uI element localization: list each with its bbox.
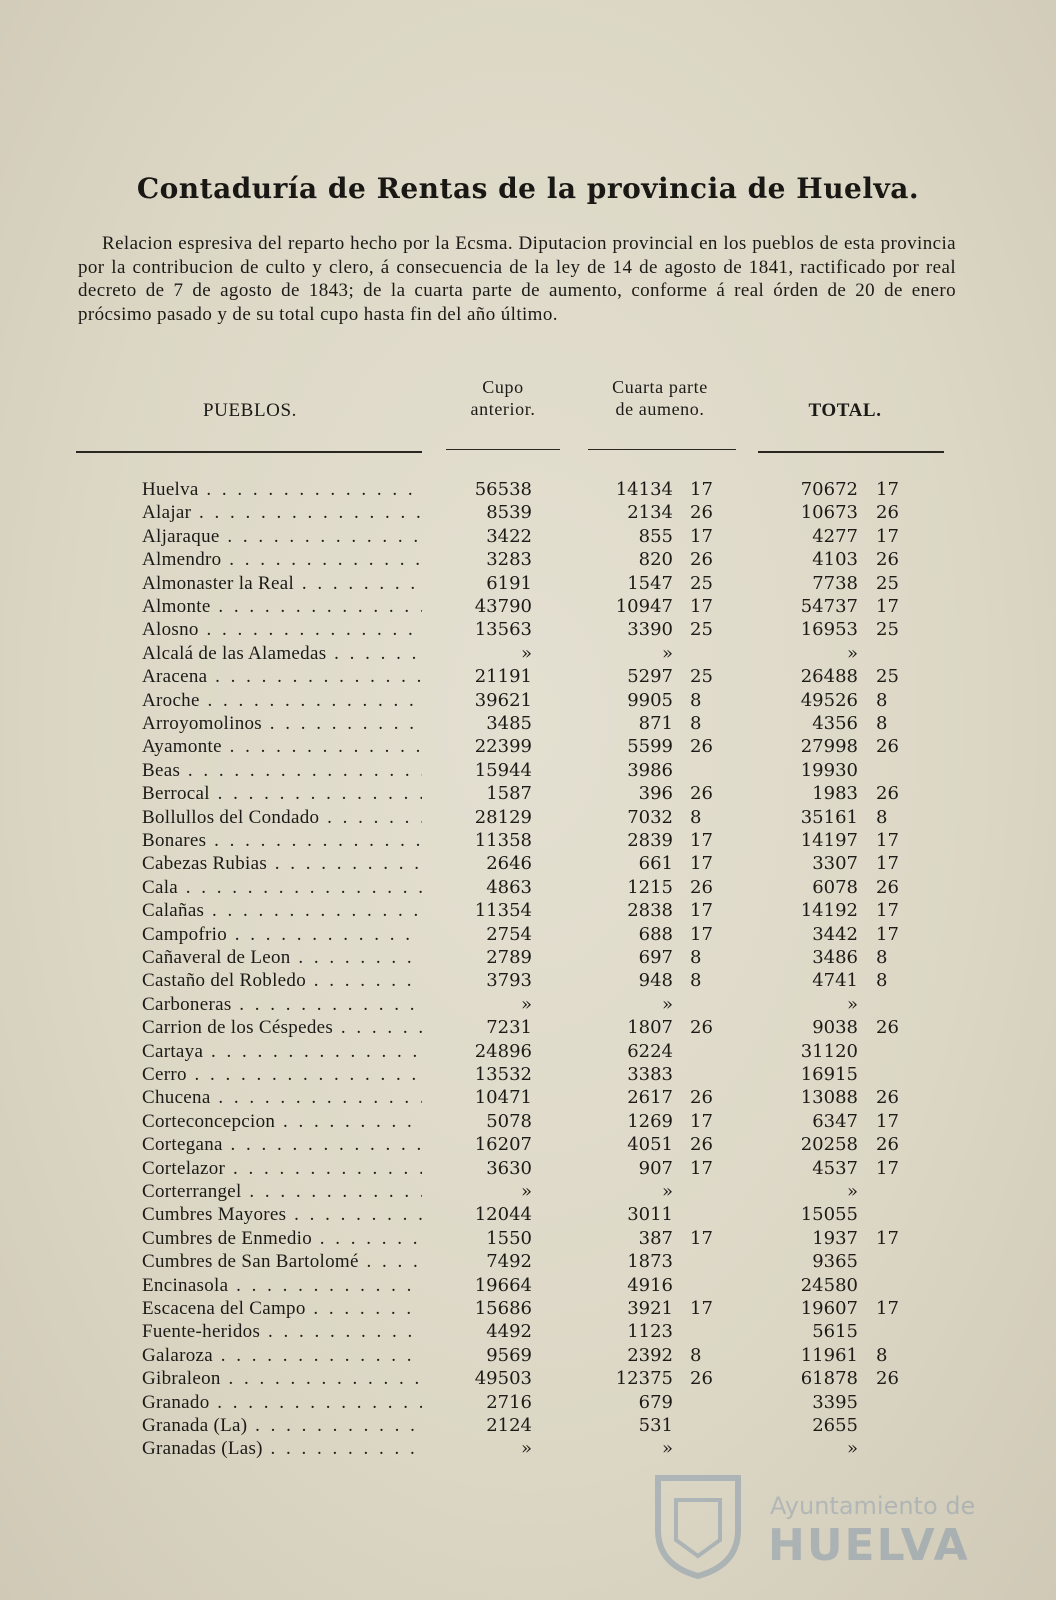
table-row [0, 1274, 1056, 1298]
total-fraction: 17 [876, 853, 899, 875]
total-value: 3307 [812, 853, 858, 875]
table-row [0, 525, 1056, 549]
pueblo-name: Aroche . . . [142, 689, 422, 713]
pueblo-name: Calañas . . . [142, 899, 422, 923]
table-row [0, 759, 1056, 783]
cupo-anterior-value: 4863 [486, 876, 532, 898]
total-fraction: 17 [876, 1298, 899, 1319]
header-rule-pueblos [76, 451, 422, 453]
cuarta-parte-value: 907 [638, 1157, 673, 1179]
cupo-anterior-value: 6191 [486, 572, 532, 594]
total-value: 2655 [812, 1415, 858, 1436]
total-fraction: 26 [876, 783, 899, 805]
total-value: 6078 [812, 876, 858, 898]
pueblo-name: Bollullos del Condado . . . [142, 806, 422, 830]
cupo-anterior-value: 13532 [474, 1064, 532, 1085]
cuarta-parte-value: 12375 [615, 1368, 673, 1390]
cuarta-parte-value: 688 [638, 923, 673, 945]
cuarta-parte-fraction: 17 [690, 853, 713, 875]
pueblo-name: Escacena del Campo . . . [142, 1297, 422, 1321]
cuarta-parte-value: » [661, 642, 673, 664]
cupo-anterior-value: 2754 [486, 923, 532, 945]
pueblo-name: Encinasola . . . [142, 1274, 422, 1298]
total-fraction: 8 [876, 1344, 888, 1366]
cuarta-parte-fraction: 26 [690, 549, 713, 571]
table-row [0, 478, 1056, 502]
cuarta-parte-fraction: 26 [690, 1017, 713, 1039]
header-cupo-line2: anterior. [470, 399, 536, 419]
table-row [0, 1414, 1056, 1438]
cuarta-parte-value: 7032 [627, 806, 673, 828]
cupo-anterior-value: 15686 [474, 1298, 532, 1319]
pueblo-name: Granada (La) . . . [142, 1414, 422, 1438]
total-fraction: 26 [876, 549, 899, 571]
cupo-anterior-value: » [520, 993, 532, 1015]
total-value: » [846, 993, 858, 1015]
table-row [0, 1086, 1056, 1110]
document-title: Contaduría de Rentas de la provincia de Huelva. [136, 172, 920, 205]
cupo-anterior-value: 28129 [474, 806, 532, 828]
header-cupo-line1: Cupo [482, 377, 524, 397]
cuarta-parte-value: » [661, 1181, 673, 1202]
cupo-anterior-value: » [520, 1181, 532, 1202]
cuarta-parte-value: 396 [638, 783, 673, 805]
table-row [0, 1250, 1056, 1274]
total-value: 3395 [812, 1391, 858, 1413]
cupo-anterior-value: 15944 [474, 759, 532, 781]
table-row [0, 665, 1056, 689]
pueblo-name: Alajar . . . [142, 501, 422, 525]
cuarta-parte-value: 3921 [627, 1298, 673, 1319]
total-value: » [846, 1438, 858, 1460]
total-fraction: 26 [876, 1017, 899, 1039]
pueblo-name: Cumbres Mayores . . . [142, 1203, 422, 1227]
total-value: 11961 [800, 1344, 858, 1366]
cuarta-parte-value: 4916 [627, 1274, 673, 1296]
cuarta-parte-fraction: 17 [690, 1227, 713, 1249]
cupo-anterior-value: 43790 [474, 596, 532, 617]
pueblo-name: Cortegana . . . [142, 1133, 422, 1157]
cuarta-parte-fraction: 17 [690, 1157, 713, 1179]
pueblo-name: Castaño del Robledo . . . [142, 969, 422, 993]
header-rule-cuarta [588, 449, 736, 450]
total-fraction: 8 [876, 947, 888, 968]
cupo-anterior-value: 11354 [474, 900, 532, 922]
cuarta-parte-value: 5297 [627, 666, 673, 688]
total-fraction: 17 [876, 525, 899, 547]
pueblo-name: Cerro . . . [142, 1063, 422, 1087]
cupo-anterior-value: 56538 [474, 479, 532, 500]
cuarta-parte-fraction: 25 [690, 572, 713, 594]
cupo-anterior-value: 10471 [474, 1087, 532, 1109]
cuarta-parte-value: 1123 [627, 1321, 673, 1343]
header-cupo-anterior [448, 376, 558, 420]
cuarta-parte-fraction: 8 [690, 970, 702, 992]
table-row [0, 735, 1056, 759]
total-value: 35161 [800, 806, 858, 828]
total-value: 61878 [800, 1368, 858, 1390]
pueblo-name: Corterrangel . . . [142, 1180, 422, 1204]
total-fraction: 17 [876, 1110, 899, 1132]
cuarta-parte-value: 2838 [627, 900, 673, 922]
total-fraction: 17 [876, 1157, 899, 1179]
pueblo-name: Granado . . . [142, 1391, 422, 1415]
cuarta-parte-value: 1873 [627, 1251, 673, 1273]
total-fraction: 26 [876, 736, 899, 758]
pueblo-name: Almendro . . . [142, 548, 422, 572]
total-value: 10673 [800, 502, 858, 524]
header-total: TOTAL. [808, 400, 882, 421]
cuarta-parte-value: 661 [638, 853, 673, 875]
total-fraction: 17 [876, 479, 899, 500]
cupo-anterior-value: 5078 [486, 1110, 532, 1132]
table-row [0, 1367, 1056, 1391]
pueblo-name: Alosno . . . [142, 618, 422, 642]
header-cuarta-line1: Cuarta parte [612, 377, 708, 397]
cuarta-parte-fraction: 17 [690, 479, 713, 500]
total-value: 4277 [812, 525, 858, 547]
pueblo-name: Aljaraque . . . [142, 525, 422, 549]
cuarta-parte-fraction: 26 [690, 1134, 713, 1156]
pueblo-name: Cumbres de San Bartolomé . . . [142, 1250, 422, 1274]
pueblo-name: Aracena . . . [142, 665, 422, 689]
table-row [0, 618, 1056, 642]
ayuntamiento-watermark [650, 1470, 976, 1571]
table-row [0, 993, 1056, 1017]
cuarta-parte-fraction: 26 [690, 876, 713, 898]
cuarta-parte-fraction: 17 [690, 900, 713, 922]
total-value: 4103 [812, 549, 858, 571]
watermark-line2: HUELVA [768, 1520, 970, 1571]
cupo-anterior-value: 7231 [486, 1017, 532, 1039]
cuarta-parte-value: 2392 [627, 1344, 673, 1366]
total-value: 16953 [800, 619, 858, 641]
total-fraction: 17 [876, 923, 899, 945]
total-value: 19607 [800, 1298, 858, 1319]
intro-paragraph: Relacion espresiva del reparto hecho por la Ecsma. Diputacion provincial en los pueblos de esta provincia por la contribucion de culto y clero, á consecuencia de la ley de 14 de agosto de 1841, ractificado por real decreto de 7 de agosto de 1843; de la cuarta parte de aumento, conforme á real órden de 20 de enero prócsimo pasado y de su total cupo hasta fin del año último. [78, 233, 956, 325]
table-row [0, 1133, 1056, 1157]
pueblo-name: Campofrio . . . [142, 923, 422, 947]
cuarta-parte-value: 679 [638, 1391, 673, 1413]
total-value: 9038 [812, 1017, 858, 1039]
cupo-anterior-value: 2789 [486, 947, 532, 968]
total-value: » [846, 642, 858, 664]
total-fraction: 26 [876, 1368, 899, 1390]
cuarta-parte-value: 4051 [627, 1134, 673, 1156]
total-fraction: 26 [876, 876, 899, 898]
cuarta-parte-value: 5599 [627, 736, 673, 758]
cuarta-parte-value: 9905 [627, 689, 673, 711]
cupo-anterior-value: 2716 [486, 1391, 532, 1413]
cuarta-parte-fraction: 17 [690, 830, 713, 851]
table-row [0, 642, 1056, 666]
total-value: 15055 [800, 1204, 858, 1226]
total-value: » [846, 1181, 858, 1202]
cupo-anterior-value: 1587 [486, 783, 532, 805]
pueblo-name: Cumbres de Enmedio . . . [142, 1227, 422, 1251]
cuarta-parte-value: 3383 [627, 1064, 673, 1085]
table-row [0, 1344, 1056, 1368]
total-value: 9365 [812, 1251, 858, 1273]
total-fraction: 8 [876, 689, 888, 711]
total-fraction: 26 [876, 1134, 899, 1156]
pueblo-name: Cabezas Rubias . . . [142, 852, 422, 876]
total-fraction: 17 [876, 900, 899, 922]
table-row [0, 1437, 1056, 1461]
pueblo-name: Cortelazor . . . [142, 1157, 422, 1181]
pueblo-name: Cañaveral de Leon . . . [142, 946, 422, 970]
table-row [0, 852, 1056, 876]
total-fraction: 25 [876, 666, 899, 688]
cuarta-parte-fraction: 25 [690, 619, 713, 641]
cuarta-parte-fraction: 26 [690, 1087, 713, 1109]
table-row [0, 806, 1056, 830]
total-value: 14197 [800, 830, 858, 851]
watermark-line1: Ayuntamiento de [770, 1492, 976, 1520]
total-fraction: 26 [876, 1087, 899, 1109]
total-fraction: 26 [876, 502, 899, 524]
total-value: 3486 [812, 947, 858, 968]
pueblo-name: Berrocal . . . [142, 782, 422, 806]
total-value: 27998 [800, 736, 858, 758]
total-fraction: 17 [876, 830, 899, 851]
cupo-anterior-value: 9569 [486, 1344, 532, 1366]
total-value: 4741 [812, 970, 858, 992]
cuarta-parte-fraction: 8 [690, 947, 702, 968]
header-rule-cupo [446, 449, 560, 450]
table-row [0, 1040, 1056, 1064]
total-value: 1983 [812, 783, 858, 805]
cupo-anterior-value: 16207 [474, 1134, 532, 1156]
table-row [0, 1203, 1056, 1227]
cupo-anterior-value: 22399 [474, 736, 532, 758]
cupo-anterior-value: 3630 [486, 1157, 532, 1179]
pueblo-name: Carboneras . . . [142, 993, 422, 1017]
total-value: 5615 [812, 1321, 858, 1343]
total-value: 13088 [800, 1087, 858, 1109]
cuarta-parte-fraction: 8 [690, 806, 702, 828]
total-fraction: 17 [876, 596, 899, 617]
table-row [0, 548, 1056, 572]
cuarta-parte-value: 1269 [627, 1110, 673, 1132]
table-row [0, 1063, 1056, 1087]
table-row [0, 1227, 1056, 1251]
cupo-anterior-value: 49503 [474, 1368, 532, 1390]
header-pueblos: PUEBLOS. [202, 400, 297, 421]
cuarta-parte-value: 2839 [627, 830, 673, 851]
cupo-anterior-value: 19664 [474, 1274, 532, 1296]
total-fraction: 8 [876, 806, 888, 828]
table-row [0, 501, 1056, 525]
cuarta-parte-fraction: 17 [690, 1298, 713, 1319]
table-row [0, 923, 1056, 947]
cupo-anterior-value: 11358 [474, 830, 532, 851]
pueblo-name: Arroyomolinos . . . [142, 712, 422, 736]
cupo-anterior-value: 3793 [486, 970, 532, 992]
total-value: 7738 [812, 572, 858, 594]
table-row [0, 1016, 1056, 1040]
cuarta-parte-value: 871 [638, 713, 673, 734]
total-value: 70672 [800, 479, 858, 500]
cuarta-parte-value: 820 [638, 549, 673, 571]
cupo-anterior-value: 8539 [486, 502, 532, 524]
cuarta-parte-value: 10947 [615, 596, 673, 617]
table-row [0, 899, 1056, 923]
header-cuarta-line2: de aumeno. [615, 399, 705, 419]
table-row [0, 829, 1056, 853]
pueblo-name: Bonares . . . [142, 829, 422, 853]
pueblo-name: Fuente-heridos . . . [142, 1320, 422, 1344]
total-value: 16915 [800, 1064, 858, 1085]
total-value: 1937 [812, 1227, 858, 1249]
cuarta-parte-value: 2134 [627, 502, 673, 524]
table-row [0, 1157, 1056, 1181]
cupo-anterior-value: 3422 [486, 525, 532, 547]
cupo-anterior-value: 24896 [474, 1040, 532, 1062]
header-cuarta-parte [585, 376, 735, 420]
cupo-anterior-value: 39621 [474, 689, 532, 711]
total-value: 24580 [800, 1274, 858, 1296]
total-value: 31120 [800, 1040, 858, 1062]
cuarta-parte-fraction: 17 [690, 1110, 713, 1132]
cupo-anterior-value: 13563 [474, 619, 532, 641]
total-value: 4537 [812, 1157, 858, 1179]
cuarta-parte-fraction: 8 [690, 689, 702, 711]
cupo-anterior-value: » [520, 642, 532, 664]
cuarta-parte-fraction: 17 [690, 923, 713, 945]
cuarta-parte-fraction: 17 [690, 596, 713, 617]
cuarta-parte-fraction: 8 [690, 1344, 702, 1366]
cupo-anterior-value: 4492 [486, 1321, 532, 1343]
pueblo-name: Cartaya . . . [142, 1040, 422, 1064]
pueblo-name: Ayamonte . . . [142, 735, 422, 759]
total-value: 4356 [812, 713, 858, 734]
cuarta-parte-fraction: 26 [690, 736, 713, 758]
table-row [0, 946, 1056, 970]
table-row [0, 595, 1056, 619]
pueblo-name: Chucena . . . [142, 1086, 422, 1110]
table-row [0, 1110, 1056, 1134]
shield-icon [650, 1470, 746, 1580]
total-fraction: 25 [876, 619, 899, 641]
cupo-anterior-value: 7492 [486, 1251, 532, 1273]
cupo-anterior-value: 12044 [474, 1204, 532, 1226]
cuarta-parte-value: 3986 [627, 759, 673, 781]
total-value: 54737 [800, 596, 858, 617]
pueblo-name: Corteconcepcion . . . [142, 1110, 422, 1134]
cuarta-parte-value: 1807 [627, 1017, 673, 1039]
cupo-anterior-value: 2646 [486, 853, 532, 875]
cuarta-parte-value: 948 [638, 970, 673, 992]
cuarta-parte-value: 14134 [615, 479, 673, 500]
table-row [0, 712, 1056, 736]
cuarta-parte-fraction: 8 [690, 713, 702, 734]
total-fraction: 25 [876, 572, 899, 594]
total-value: 3442 [812, 923, 858, 945]
total-value: 26488 [800, 666, 858, 688]
header-rule-total [758, 451, 944, 453]
cupo-anterior-value: » [520, 1438, 532, 1460]
cupo-anterior-value: 1550 [486, 1227, 532, 1249]
total-fraction: 8 [876, 713, 888, 734]
total-value: 20258 [800, 1134, 858, 1156]
cuarta-parte-fraction: 26 [690, 783, 713, 805]
cuarta-parte-fraction: 17 [690, 525, 713, 547]
table-row [0, 1297, 1056, 1321]
cuarta-parte-fraction: 26 [690, 1368, 713, 1390]
cupo-anterior-value: 21191 [474, 666, 532, 688]
table-row [0, 876, 1056, 900]
cuarta-parte-value: 3011 [627, 1204, 673, 1226]
table-row [0, 969, 1056, 993]
pueblo-name: Galaroza . . . [142, 1344, 422, 1368]
cupo-anterior-value: 3283 [486, 549, 532, 571]
total-value: 49526 [800, 689, 858, 711]
total-value: 6347 [812, 1110, 858, 1132]
cuarta-parte-value: 531 [638, 1415, 673, 1436]
cupo-anterior-value: 3485 [486, 713, 532, 734]
table-row [0, 1180, 1056, 1204]
cuarta-parte-value: 1215 [627, 876, 673, 898]
pueblo-name: Beas . . . [142, 759, 422, 783]
table-row [0, 1320, 1056, 1344]
cuarta-parte-value: 855 [638, 525, 673, 547]
cuarta-parte-value: 3390 [627, 619, 673, 641]
table-row [0, 1391, 1056, 1415]
cuarta-parte-fraction: 26 [690, 502, 713, 524]
table-row [0, 689, 1056, 713]
pueblo-name: Gibraleon . . . [142, 1367, 422, 1391]
cuarta-parte-value: 697 [638, 947, 673, 968]
table-row [0, 572, 1056, 596]
cuarta-parte-value: » [661, 1438, 673, 1460]
pueblo-name: Huelva . . . [142, 478, 422, 502]
cuarta-parte-value: 1547 [627, 572, 673, 594]
cupo-anterior-value: 2124 [486, 1415, 532, 1436]
cuarta-parte-value: 387 [638, 1227, 673, 1249]
total-fraction: 17 [876, 1227, 899, 1249]
pueblo-name: Carrion de los Céspedes . . . [142, 1016, 422, 1040]
total-fraction: 8 [876, 970, 888, 992]
cuarta-parte-value: 2617 [627, 1087, 673, 1109]
pueblo-name: Granadas (Las) . . . [142, 1437, 422, 1461]
cuarta-parte-value: 6224 [627, 1040, 673, 1062]
table-row [0, 782, 1056, 806]
total-value: 14192 [800, 900, 858, 922]
pueblo-name: Almonaster la Real . . . [142, 572, 422, 596]
cuarta-parte-fraction: 25 [690, 666, 713, 688]
pueblo-name: Cala . . . [142, 876, 422, 900]
cuarta-parte-value: » [661, 993, 673, 1015]
pueblo-name: Almonte . . . [142, 595, 422, 619]
pueblo-name: Alcalá de las Alamedas . . . [142, 642, 422, 666]
total-value: 19930 [800, 759, 858, 781]
